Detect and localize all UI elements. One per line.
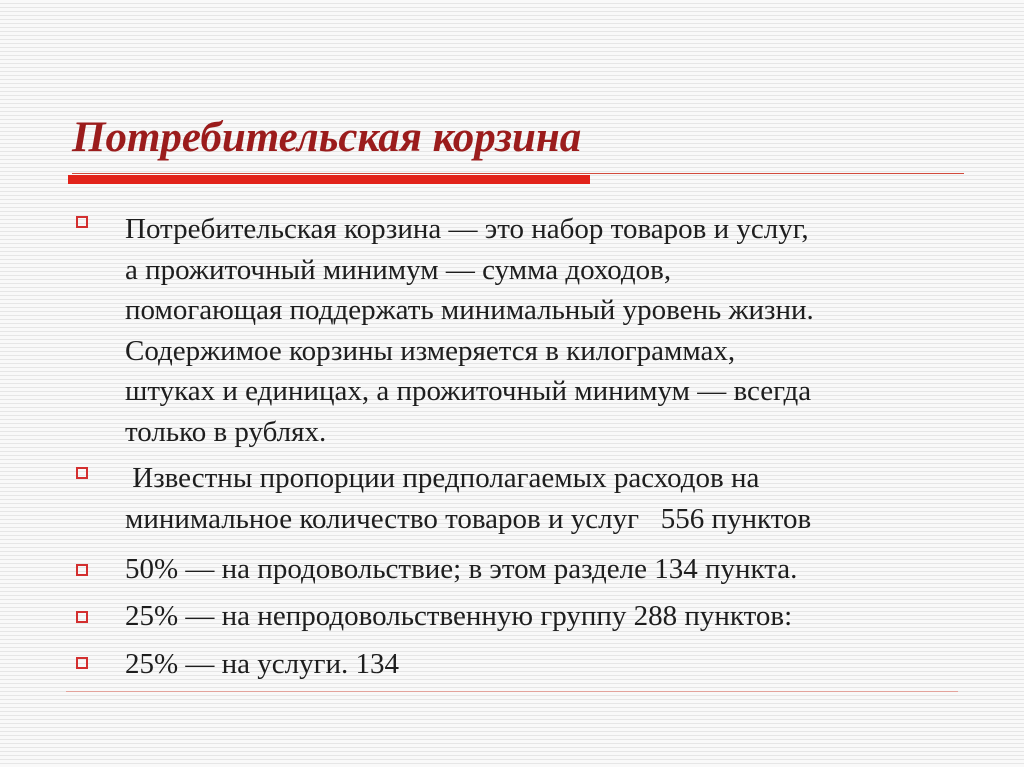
bullet-item: 25% — на услуги. 134 (125, 648, 400, 680)
bullet-item: Известны пропорции предполагаемых расходов на минимальное количество товаров и услуг 556 пунктов (125, 462, 812, 535)
hollow-square-icon (76, 657, 88, 669)
footer-divider (66, 691, 958, 692)
hollow-square-icon (76, 564, 88, 576)
bullet-item: 50% — на продовольствие; в этом разделе 134 пункта. (125, 553, 798, 585)
bullet-item: 25% — на непродовольственную группу 288 пунктов: (125, 600, 793, 632)
hollow-square-icon (76, 467, 88, 479)
bullet-item: Потребительская корзина — это набор товаров и услуг, а прожиточный минимум — сумма доходов, помогающая поддержать минимальный уровень жизни. Содержимое корзины измеряется в килограммах, штуках и единицах, а прожиточный минимум — всегда только в рублях. (125, 213, 814, 448)
slide-title: Потребительская корзина (72, 114, 582, 161)
hollow-square-icon (76, 216, 88, 228)
hollow-square-icon (76, 611, 88, 623)
